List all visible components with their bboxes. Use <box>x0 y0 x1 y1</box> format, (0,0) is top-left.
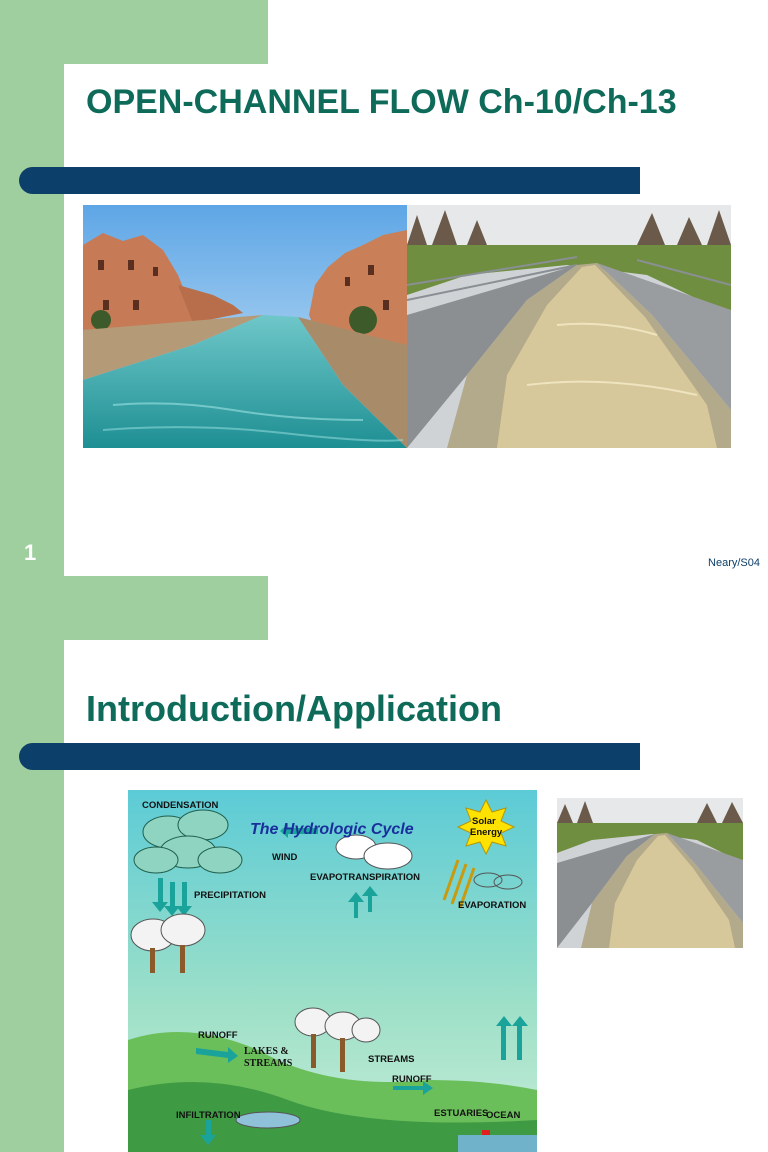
slide-title: Introduction/Application <box>86 688 502 729</box>
concrete-channel-photo <box>407 205 731 448</box>
accent-strip <box>0 0 64 576</box>
concrete-channel-photo-small <box>557 798 743 948</box>
label-ocean: OCEAN <box>486 1110 521 1121</box>
label-runoff-left: RUNOFF <box>198 1030 238 1041</box>
label-lakes: LAKES & <box>244 1046 289 1057</box>
slide-number: 1 <box>24 540 37 565</box>
title-underline-bar <box>19 167 640 194</box>
label-evaporation: EVAPORATION <box>458 900 527 911</box>
label-evapotranspiration: EVAPOTRANSPIRATION <box>310 872 420 883</box>
label-energy: Energy <box>470 827 503 838</box>
slide-2 <box>0 576 768 1152</box>
title-underline-bar <box>19 743 640 770</box>
canal-town-photo <box>83 205 407 448</box>
label-streams: STREAMS <box>368 1054 415 1065</box>
label-runoff-right: RUNOFF <box>392 1074 432 1085</box>
label-infiltration: INFILTRATION <box>176 1110 241 1121</box>
label-precipitation: PRECIPITATION <box>194 890 266 901</box>
label-solar: Solar <box>472 816 496 827</box>
author-credit: Neary/S04 <box>708 557 760 569</box>
diagram-title: The Hydrologic Cycle <box>250 821 414 838</box>
label-condensation: CONDENSATION <box>142 800 219 811</box>
label-wind: WIND <box>272 852 298 863</box>
label-streams-lakes: STREAMS <box>244 1058 293 1069</box>
accent-strip <box>0 576 64 1152</box>
slide-title: OPEN-CHANNEL FLOW Ch-10/Ch-13 <box>86 83 677 121</box>
label-estuaries: ESTUARIES <box>434 1108 489 1119</box>
hydrologic-cycle-diagram <box>128 790 537 1152</box>
